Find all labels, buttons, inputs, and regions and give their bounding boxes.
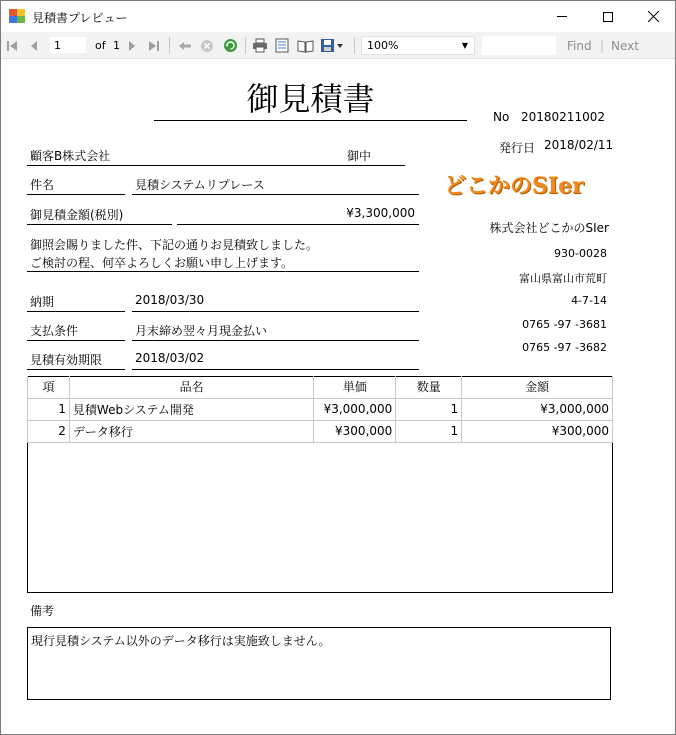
zoom-select[interactable]	[361, 36, 475, 55]
column-header-index: 項	[28, 376, 70, 398]
delivery-date: 2018/03/30	[135, 293, 205, 307]
column-header-item: 品名	[69, 376, 313, 398]
amount-label: 御見積金額(税別)	[30, 208, 124, 222]
export-button[interactable]	[319, 37, 345, 54]
delivery-value-underline	[132, 311, 419, 312]
customer-name: 顧客B株式会社	[30, 149, 111, 163]
payment-value-underline	[132, 340, 419, 341]
save-export-icon	[320, 38, 344, 53]
remarks-text: 現行見積システム以外のデータ移行は実施致しません。	[31, 634, 331, 648]
find-button[interactable]: Find	[567, 39, 592, 53]
row-quantity: 1	[396, 420, 462, 442]
refresh-button[interactable]	[222, 37, 238, 54]
postal-code: 930-0028	[554, 247, 607, 260]
amount-value-underline	[177, 224, 419, 225]
print-layout-icon	[275, 38, 289, 53]
subject-label-underline	[27, 194, 125, 195]
payment-terms: 月末締め翌々月現金払い	[135, 324, 268, 338]
column-header-amount: 金額	[462, 376, 613, 398]
estimate-number-label: No	[493, 110, 510, 124]
current-page-input[interactable]: 1	[49, 36, 87, 54]
total-pages: 1	[113, 39, 120, 52]
report-page	[1, 59, 675, 734]
toolbar-separator	[354, 37, 355, 54]
next-page-button[interactable]	[125, 37, 139, 54]
document-title: 御見積書	[154, 81, 467, 121]
payment-label: 支払条件	[30, 324, 79, 338]
minimize-icon	[557, 16, 567, 17]
greeting-line-1: 御照会賜りました件、下記の通りお見積致しました。	[30, 238, 319, 252]
of-label: of	[95, 39, 106, 52]
greeting-line-2: ご検討の程、何卒よろしくお願い申し上げます。	[30, 256, 294, 270]
company-logo: どこかのSIer	[444, 173, 584, 199]
last-page-button[interactable]	[147, 37, 161, 54]
stop-icon	[200, 39, 214, 53]
column-header-quantity: 数量	[396, 376, 462, 398]
subject-value: 見積システムリプレース	[135, 178, 265, 192]
row-index: 2	[28, 420, 70, 442]
items-table	[27, 376, 613, 443]
greeting-underline	[27, 271, 419, 272]
remarks-label: 備考	[30, 604, 55, 618]
toolbar-separator	[169, 37, 170, 54]
phone-number: 0765 -97 -3681	[522, 318, 607, 331]
issue-date: 2018/02/11	[544, 138, 614, 152]
column-header-unit-price: 単価	[314, 376, 396, 398]
first-page-icon	[6, 40, 18, 52]
validity-date: 2018/03/02	[135, 351, 205, 365]
table-row	[28, 398, 613, 420]
customer-honorific: 御中	[347, 149, 372, 163]
address-line-2: 4-7-14	[571, 294, 607, 307]
row-unit-price: ¥300,000	[314, 420, 396, 442]
validity-label: 見積有効期限	[30, 353, 103, 367]
amount-label-underline	[27, 224, 172, 225]
print-button[interactable]	[251, 37, 269, 54]
title-bar	[1, 1, 675, 32]
fax-number: 0765 -97 -3682	[522, 341, 607, 354]
toolbar-separator	[245, 37, 246, 54]
row-amount: ¥3,000,000	[462, 398, 613, 420]
previous-page-button[interactable]	[27, 37, 41, 54]
zoom-value: 100%	[367, 39, 399, 52]
page-setup-icon	[297, 39, 314, 53]
customer-underline	[27, 165, 405, 166]
minimize-button[interactable]	[539, 1, 585, 32]
window-title: 見積書プレビュー	[32, 11, 128, 25]
address-line-1: 富山県富山市荒町	[519, 272, 607, 285]
table-row	[28, 420, 613, 442]
estimate-number: 20180211002	[521, 110, 605, 124]
chevron-down-icon: ▼	[461, 41, 468, 50]
maximize-button[interactable]	[585, 1, 631, 32]
page-setup-button[interactable]	[295, 37, 315, 54]
row-item-name: データ移行	[69, 420, 313, 442]
subject-label: 件名	[30, 178, 55, 192]
delivery-label-underline	[27, 311, 125, 312]
maximize-icon	[603, 12, 613, 22]
row-index: 1	[28, 398, 70, 420]
remarks-box	[27, 627, 611, 700]
amount-value: ¥3,300,000	[346, 206, 415, 220]
previous-page-icon	[28, 40, 40, 52]
close-icon	[648, 11, 659, 22]
printer-icon	[252, 38, 268, 53]
find-next-button[interactable]: Next	[611, 39, 639, 53]
print-layout-button[interactable]	[273, 37, 291, 54]
report-toolbar	[1, 32, 675, 59]
delivery-label: 納期	[30, 295, 55, 309]
stop-button[interactable]	[199, 37, 215, 54]
issue-date-label: 発行日	[499, 141, 536, 155]
row-unit-price: ¥3,000,000	[314, 398, 396, 420]
app-icon	[9, 9, 25, 23]
subject-value-underline	[132, 194, 419, 195]
validity-label-underline	[27, 369, 125, 370]
find-separator: |	[600, 39, 605, 53]
find-text-input[interactable]	[482, 36, 556, 55]
payment-label-underline	[27, 340, 125, 341]
next-page-icon	[126, 40, 138, 52]
close-button[interactable]	[630, 1, 676, 32]
back-arrow-icon	[178, 40, 192, 52]
row-quantity: 1	[396, 398, 462, 420]
refresh-icon	[223, 38, 238, 53]
last-page-icon	[148, 40, 160, 52]
company-name: 株式会社どこかのSIer	[489, 221, 609, 235]
back-to-parent-button[interactable]	[177, 37, 193, 54]
validity-value-underline	[132, 369, 419, 370]
items-header-row	[28, 376, 613, 398]
row-item-name: 見積Webシステム開発	[69, 398, 313, 420]
row-amount: ¥300,000	[462, 420, 613, 442]
first-page-button[interactable]	[5, 37, 19, 54]
